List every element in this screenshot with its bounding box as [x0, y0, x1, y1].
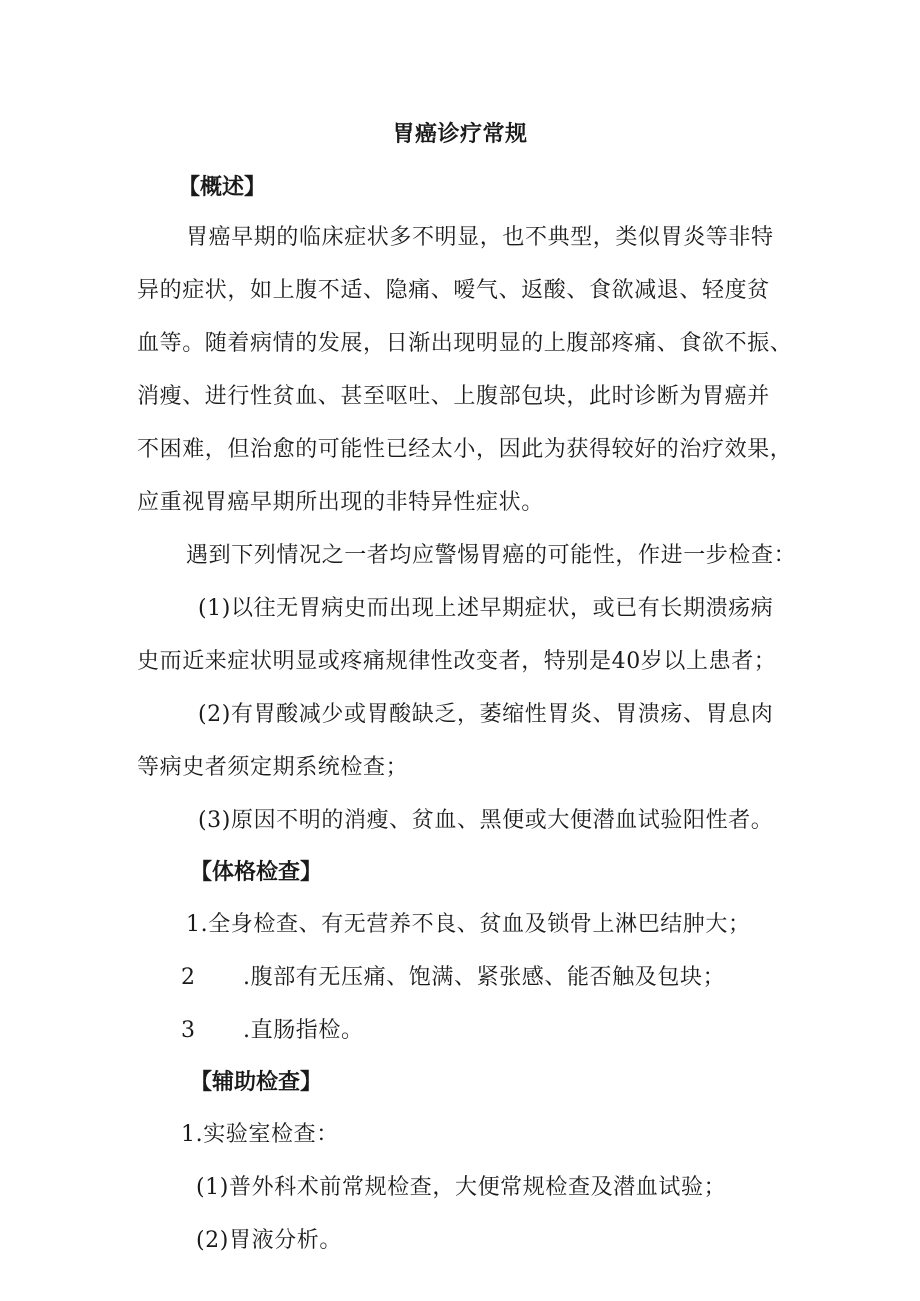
list-item-line: 等病史者须定期系统检查； — [137, 755, 409, 780]
list-item-line: 1.实验室检查： — [181, 1122, 339, 1147]
section-heading-auxiliary-exam: 【辅助检查】 — [190, 1070, 323, 1095]
paragraph-line: 血等。随着病情的发展，日渐出现明显的上腹部疼痛、食欲不振、 — [137, 331, 793, 356]
list-item-text: .直肠指检。 — [243, 1018, 364, 1043]
list-item-number: 1 — [186, 912, 201, 937]
list-item-line: (2)有胃酸减少或胃酸缺乏，萎缩性胃炎、胃溃疡、胃息肉 — [198, 702, 774, 727]
paragraph-line: 不困难，但治愈的可能性已经太小，因此为获得较好的治疗效果， — [137, 437, 793, 462]
list-item-line: (3)原因不明的消瘦、贫血、黑便或大便潜血试验阳性者。 — [198, 808, 774, 833]
paragraph-line: 异的症状，如上腹不适、隐痛、嗳气、返酸、食欲减退、轻度贫 — [137, 278, 770, 303]
list-item-text: .全身检查、有无营养不良、贫血及锁骨上淋巴结肿大； — [200, 912, 751, 937]
page-title: 胃癌诊疗常规 — [392, 122, 528, 147]
section-heading-physical-exam: 【体格检查】 — [190, 860, 323, 885]
section-heading-overview: 【概述】 — [178, 175, 267, 200]
list-item-text: .腹部有无压痛、饱满、紧张感、能否触及包块； — [243, 965, 726, 990]
list-item — [181, 963, 725, 993]
list-item-line: (1)普外科术前常规检查，大便常规检查及潜血试验； — [196, 1175, 727, 1200]
paragraph-line: 消瘦、进行性贫血、甚至呕吐、上腹部包块，此时诊断为胃癌并 — [137, 384, 770, 409]
list-item-line: (2)胃液分析。 — [196, 1228, 342, 1253]
paragraph-line: 应重视胃癌早期所出现的非特异性症状。 — [137, 490, 544, 515]
paragraph-line: 遇到下列情况之一者均应警惕胃癌的可能性，作进一步检查： — [186, 543, 797, 568]
list-item — [181, 1016, 364, 1046]
list-item-number: 2 — [181, 965, 196, 990]
list-item-number: 3 — [181, 1018, 196, 1043]
list-item-line: 史而近来症状明显或疼痛规律性改变者，特别是40岁以上患者； — [137, 649, 777, 674]
paragraph-line: 胃癌早期的临床症状多不明显，也不典型，类似胃炎等非特 — [186, 225, 774, 250]
list-item-line: (1)以往无胃病史而出现上述早期症状，或已有长期溃疡病 — [198, 596, 774, 621]
list-item — [186, 910, 751, 940]
